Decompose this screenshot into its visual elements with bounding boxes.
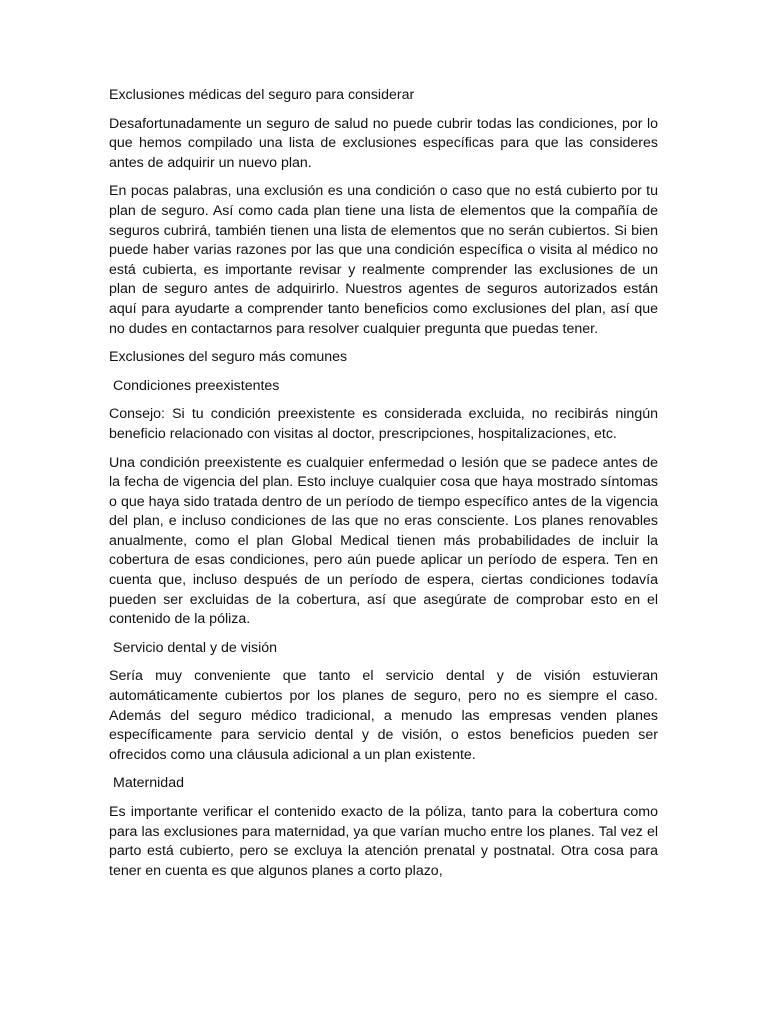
maternity-body: Es importante verificar el contenido exacto de la póliza, tanto para la cobertura como para las exclusiones para maternidad, ya que varían mucho entre los planes. Tal vez el parto está cubierto, pero se excluya la atención prenatal y postnatal. Otra cosa para tener en cuenta es que algunos planes a corto plazo, (109, 804, 658, 879)
preexisting-heading: Condiciones preexistentes (113, 377, 280, 394)
intro-paragraph: Desafortunadamente un seguro de salud no puede cubrir todas las condiciones, por lo que hemos compilado una lista de exclusiones específicas para que las consideres antes de adquirir un nuevo plan. (109, 115, 658, 171)
preexisting-body: Una condición preexistente es cualquier enfermedad o lesión que se padece antes de la fecha de vigencia del plan. Esto incluye cualquier cosa que haya mostrado síntomas o que haya sido tratada dentro de un período de tiempo específico antes de la vigencia del plan, e incluso condiciones de las que no eras consciente. Los planes renovables anualmente, como el plan Global Medical tienen más probabilidades de incluir la cobertura de esas condiciones, pero aún puede aplicar un período de espera. Ten en cuenta que, incluso después de un período de espera, ciertas condiciones todavía pueden ser excluidas de la cobertura, así que asegúrate de comprobar esto en el contenido de la póliza. (109, 454, 658, 628)
definition-paragraph: En pocas palabras, una exclusión es una condición o caso que no está cubierto por tu plan de seguro. Así como cada plan tiene una lista de elementos que la compañía de seguros cubrirá, también tienen una lista de elementos que no serán cubiertos. Si bien puede haber varias razones por las que una condición específica o visita al médico no está cubierta, es importante revisar y realmente comprender las exclusiones de un plan de seguro antes de adquirirlo. Nuestros agentes de seguros autorizados están aquí para ayudarte a comprender tanto beneficios como exclusiones del plan, así que no dudes en contactarnos para resolver cualquier pregunta que puedas tener. (109, 183, 658, 337)
dental-heading: Servicio dental y de visión (113, 639, 278, 656)
maternity-heading: Maternidad (113, 775, 184, 792)
section-common-exclusions: Exclusiones del seguro más comunes (109, 349, 348, 366)
document-title: Exclusiones médicas del seguro para considerar (109, 87, 415, 103)
document-page (109, 86, 658, 890)
preexisting-tip: Consejo: Si tu condición preexistente es considerada excluida, no recibirás ningún beneficio relacionado con visitas al doctor, prescripciones, hospitalizaciones, etc. (109, 406, 658, 442)
dental-body: Sería muy conveniente que tanto el servicio dental y de visión estuvieran automáticamente cubiertos por los planes de seguro, pero no es siempre el caso. Además del seguro médico tradicional, a menudo las empresas venden planes específicamente para servicio dental y de visión, o estos beneficios pueden ser ofrecidos como una cláusula adicional a un plan existente. (109, 668, 658, 763)
